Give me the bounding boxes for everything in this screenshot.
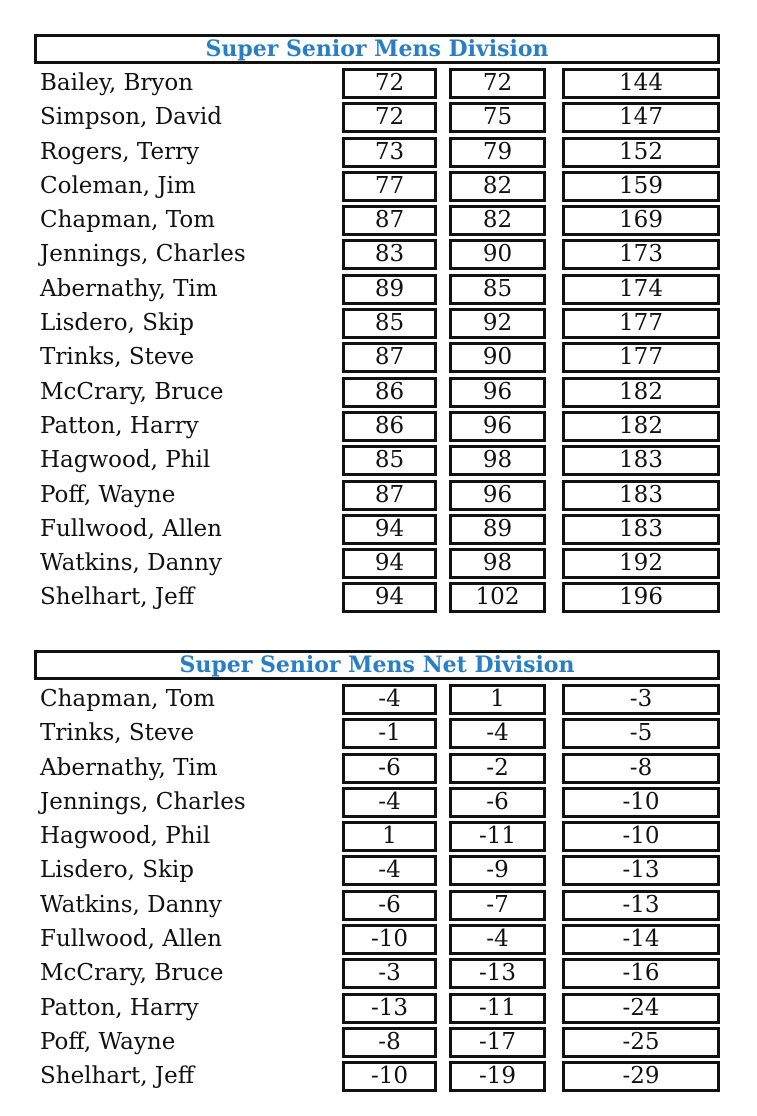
round-2-score: 72 bbox=[449, 68, 546, 99]
total-score: -24 bbox=[562, 993, 720, 1024]
round-1-score: 1 bbox=[342, 821, 437, 852]
round-1-score: -10 bbox=[342, 924, 437, 955]
round-2-score: -2 bbox=[449, 753, 546, 784]
player-name: Hagwood, Phil bbox=[40, 447, 211, 474]
round-1-score: 85 bbox=[342, 308, 437, 339]
table-row bbox=[34, 1061, 720, 1095]
table-row bbox=[34, 924, 720, 958]
player-name: Watkins, Danny bbox=[40, 550, 222, 577]
round-1-score: 89 bbox=[342, 274, 437, 305]
table-row bbox=[34, 787, 720, 821]
player-name: Rogers, Terry bbox=[40, 138, 200, 165]
player-name: McCrary, Bruce bbox=[40, 960, 224, 987]
round-1-score: 86 bbox=[342, 411, 437, 442]
round-2-score: -11 bbox=[449, 821, 546, 852]
round-1-score: 83 bbox=[342, 239, 437, 270]
table-row bbox=[34, 993, 720, 1027]
player-name: Coleman, Jim bbox=[40, 172, 196, 199]
net-division-title: Super Senior Mens Net Division bbox=[34, 650, 720, 680]
round-1-score: 87 bbox=[342, 205, 437, 236]
total-score: 183 bbox=[562, 514, 720, 545]
round-1-score: 94 bbox=[342, 582, 437, 613]
table-row bbox=[34, 445, 720, 479]
round-1-score: 94 bbox=[342, 514, 437, 545]
player-name: Abernathy, Tim bbox=[40, 754, 218, 781]
round-1-score: -6 bbox=[342, 890, 437, 921]
round-2-score: 82 bbox=[449, 171, 546, 202]
table-row bbox=[34, 821, 720, 855]
net-division-table bbox=[34, 650, 720, 1096]
round-1-score: 85 bbox=[342, 445, 437, 476]
player-name: Fullwood, Allen bbox=[40, 926, 222, 953]
table-row bbox=[34, 171, 720, 205]
player-name: Hagwood, Phil bbox=[40, 823, 211, 850]
player-name: Chapman, Tom bbox=[40, 207, 216, 234]
round-2-score: 98 bbox=[449, 548, 546, 579]
total-score: 192 bbox=[562, 548, 720, 579]
table-row bbox=[34, 890, 720, 924]
player-name: McCrary, Bruce bbox=[40, 378, 224, 405]
total-score: 177 bbox=[562, 342, 720, 373]
total-score: -13 bbox=[562, 855, 720, 886]
round-2-score: 102 bbox=[449, 582, 546, 613]
round-2-score: 1 bbox=[449, 684, 546, 715]
round-2-score: -7 bbox=[449, 890, 546, 921]
total-score: 183 bbox=[562, 445, 720, 476]
round-1-score: -4 bbox=[342, 787, 437, 818]
total-score: -10 bbox=[562, 787, 720, 818]
table-row bbox=[34, 1027, 720, 1061]
round-2-score: -13 bbox=[449, 958, 546, 989]
round-2-score: -6 bbox=[449, 787, 546, 818]
total-score: 173 bbox=[562, 239, 720, 270]
round-1-score: 86 bbox=[342, 377, 437, 408]
total-score: -5 bbox=[562, 718, 720, 749]
total-score: 183 bbox=[562, 480, 720, 511]
total-score: -10 bbox=[562, 821, 720, 852]
total-score: -8 bbox=[562, 753, 720, 784]
round-1-score: 72 bbox=[342, 102, 437, 133]
round-1-score: -6 bbox=[342, 753, 437, 784]
total-score: 169 bbox=[562, 205, 720, 236]
gross-division-table bbox=[34, 34, 720, 617]
total-score: 174 bbox=[562, 274, 720, 305]
table-row bbox=[34, 239, 720, 273]
round-2-score: 79 bbox=[449, 137, 546, 168]
player-name: Jennings, Charles bbox=[40, 241, 246, 268]
player-name: Trinks, Steve bbox=[40, 720, 195, 747]
player-name: Fullwood, Allen bbox=[40, 515, 222, 542]
total-score: -14 bbox=[562, 924, 720, 955]
player-name: Poff, Wayne bbox=[40, 1028, 176, 1055]
player-name: Abernathy, Tim bbox=[40, 275, 218, 302]
table-row bbox=[34, 308, 720, 342]
round-2-score: 98 bbox=[449, 445, 546, 476]
round-1-score: 87 bbox=[342, 342, 437, 373]
round-2-score: 90 bbox=[449, 239, 546, 270]
round-1-score: 72 bbox=[342, 68, 437, 99]
total-score: -3 bbox=[562, 684, 720, 715]
table-row bbox=[34, 137, 720, 171]
total-score: 147 bbox=[562, 102, 720, 133]
table-row bbox=[34, 205, 720, 239]
player-name: Poff, Wayne bbox=[40, 481, 176, 508]
player-name: Shelhart, Jeff bbox=[40, 1063, 195, 1090]
round-2-score: 89 bbox=[449, 514, 546, 545]
player-name: Trinks, Steve bbox=[40, 344, 195, 371]
table-row bbox=[34, 753, 720, 787]
table-row bbox=[34, 480, 720, 514]
player-name: Simpson, David bbox=[40, 104, 222, 131]
round-1-score: 94 bbox=[342, 548, 437, 579]
round-2-score: 96 bbox=[449, 480, 546, 511]
player-name: Watkins, Danny bbox=[40, 891, 222, 918]
total-score: -29 bbox=[562, 1061, 720, 1092]
round-2-score: 92 bbox=[449, 308, 546, 339]
round-1-score: -3 bbox=[342, 958, 437, 989]
gross-rows bbox=[34, 68, 720, 617]
table-row bbox=[34, 514, 720, 548]
total-score: 159 bbox=[562, 171, 720, 202]
table-row bbox=[34, 411, 720, 445]
total-score: 152 bbox=[562, 137, 720, 168]
table-row bbox=[34, 102, 720, 136]
round-2-score: 85 bbox=[449, 274, 546, 305]
round-2-score: 90 bbox=[449, 342, 546, 373]
table-row bbox=[34, 684, 720, 718]
player-name: Patton, Harry bbox=[40, 994, 199, 1021]
round-2-score: -9 bbox=[449, 855, 546, 886]
player-name: Lisdero, Skip bbox=[40, 857, 195, 884]
player-name: Bailey, Bryon bbox=[40, 70, 194, 96]
round-2-score: -11 bbox=[449, 993, 546, 1024]
round-2-score: -17 bbox=[449, 1027, 546, 1058]
player-name: Shelhart, Jeff bbox=[40, 584, 195, 611]
round-1-score: -4 bbox=[342, 684, 437, 715]
player-name: Chapman, Tom bbox=[40, 686, 216, 712]
round-1-score: -8 bbox=[342, 1027, 437, 1058]
table-row bbox=[34, 548, 720, 582]
round-2-score: -4 bbox=[449, 924, 546, 955]
net-rows bbox=[34, 684, 720, 1096]
player-name: Jennings, Charles bbox=[40, 788, 246, 815]
round-1-score: 73 bbox=[342, 137, 437, 168]
player-name: Patton, Harry bbox=[40, 412, 199, 439]
round-1-score: -13 bbox=[342, 993, 437, 1024]
round-2-score: 75 bbox=[449, 102, 546, 133]
total-score: -13 bbox=[562, 890, 720, 921]
total-score: 196 bbox=[562, 582, 720, 613]
round-1-score: 87 bbox=[342, 480, 437, 511]
table-row bbox=[34, 855, 720, 889]
round-1-score: 77 bbox=[342, 171, 437, 202]
round-2-score: 96 bbox=[449, 411, 546, 442]
round-2-score: 96 bbox=[449, 377, 546, 408]
table-row bbox=[34, 958, 720, 992]
round-1-score: -4 bbox=[342, 855, 437, 886]
table-row bbox=[34, 68, 720, 102]
table-row bbox=[34, 377, 720, 411]
table-row bbox=[34, 342, 720, 376]
round-1-score: -1 bbox=[342, 718, 437, 749]
total-score: 182 bbox=[562, 377, 720, 408]
table-row bbox=[34, 718, 720, 752]
total-score: 177 bbox=[562, 308, 720, 339]
gross-division-title: Super Senior Mens Division bbox=[34, 34, 720, 64]
round-2-score: -4 bbox=[449, 718, 546, 749]
total-score: 144 bbox=[562, 68, 720, 99]
total-score: -25 bbox=[562, 1027, 720, 1058]
table-row bbox=[34, 582, 720, 616]
table-row bbox=[34, 274, 720, 308]
round-1-score: -10 bbox=[342, 1061, 437, 1092]
total-score: -16 bbox=[562, 958, 720, 989]
total-score: 182 bbox=[562, 411, 720, 442]
round-2-score: 82 bbox=[449, 205, 546, 236]
round-2-score: -19 bbox=[449, 1061, 546, 1092]
player-name: Lisdero, Skip bbox=[40, 310, 195, 337]
